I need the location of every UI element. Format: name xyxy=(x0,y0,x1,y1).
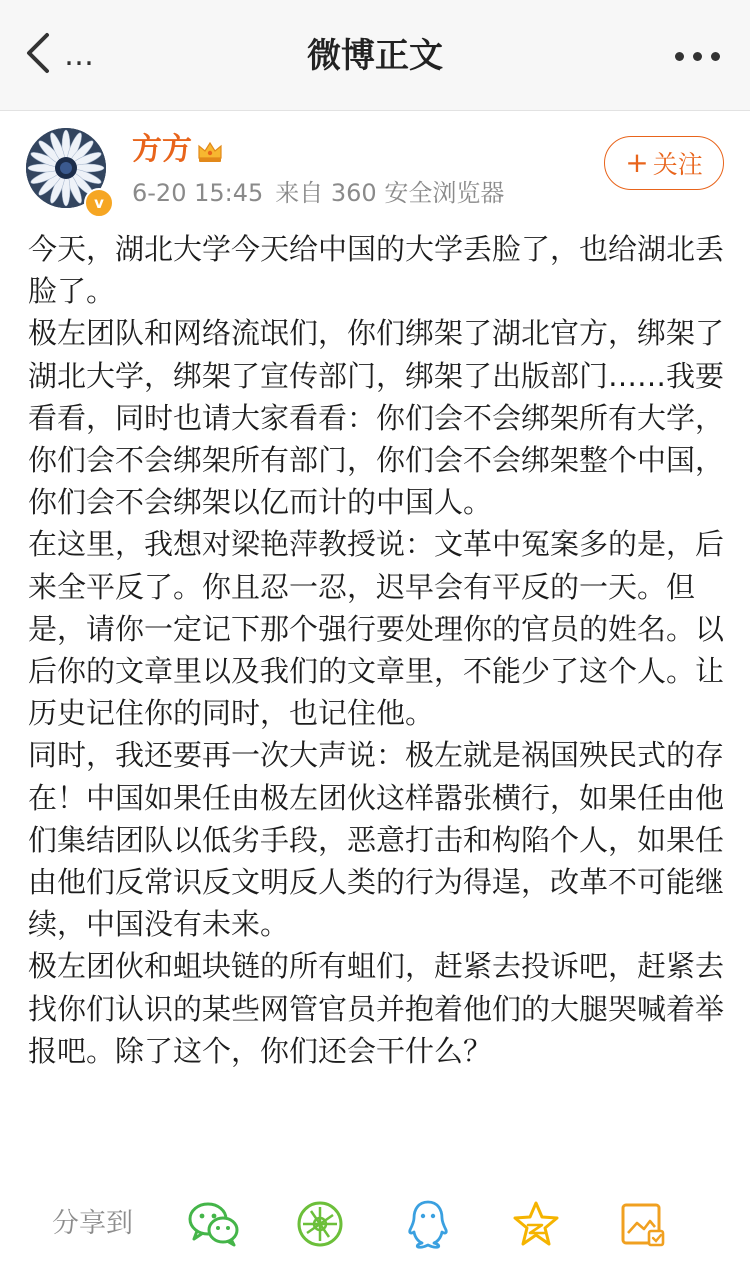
share-qq-button[interactable] xyxy=(400,1196,456,1252)
share-bar xyxy=(0,1188,750,1268)
plus-icon: + xyxy=(625,146,649,179)
post-paragraph: 在这里，我想对梁艳萍教授说：文革中冤案多的是，后来全平反了。你且忍一忍，迟早会有平反的一天。但是，请你一定记下那个强行要处理你的官员的姓名。以后你的文章里以及我们的文章里，不能少了这个人。让历史记住你的同时，也记住他。 xyxy=(28,527,725,731)
verified-v-icon: v xyxy=(84,188,114,218)
crown-membership-icon xyxy=(196,138,224,166)
share-label: 分享到 xyxy=(52,1208,133,1239)
post-timestamp: 6-20 15:45 xyxy=(132,179,264,207)
post-source: 来自 360 安全浏览器 xyxy=(275,179,505,207)
share-moments-button[interactable] xyxy=(292,1196,348,1252)
moments-icon xyxy=(295,1199,345,1249)
back-button[interactable] xyxy=(14,28,62,78)
post-paragraph: 极左团伙和蛆块链的所有蛆们，赶紧去投诉吧，赶紧去找你们认识的某些网管官员并抱着他们的大腿哭喊着举报吧。除了这个，你们还会干什么？ xyxy=(28,949,725,1068)
author-name[interactable]: 方方 xyxy=(132,132,192,167)
share-wechat-button[interactable] xyxy=(186,1196,242,1252)
post-header xyxy=(0,118,750,218)
more-left-button[interactable]: … xyxy=(64,38,95,73)
chevron-left-icon xyxy=(23,31,53,75)
post-body xyxy=(28,228,728,1072)
post-paragraph: 同时，我还要再一次大声说：极左就是祸国殃民式的存在！中国如果任由极左团伙这样嚣张横行，如果任由他们集结团队以低劣手段，恶意打击和构陷个人，如果任由他们反常识反文明反人类的行为得逞，改革不可能继续，中国没有未来。 xyxy=(28,738,725,942)
follow-button[interactable] xyxy=(604,136,724,190)
share-screenshot-button[interactable] xyxy=(614,1196,670,1252)
post-meta xyxy=(132,176,504,210)
top-navigation-bar xyxy=(0,0,750,111)
share-qzone-button[interactable] xyxy=(508,1196,564,1252)
more-dots-icon xyxy=(711,52,720,61)
page-title: 微博正文 xyxy=(307,36,443,76)
image-share-icon xyxy=(617,1199,667,1249)
post-paragraph: 今天，湖北大学今天给中国的大学丢脸了，也给湖北丢脸了。 xyxy=(28,232,725,309)
follow-label: 关注 xyxy=(652,150,703,179)
qq-icon xyxy=(406,1198,450,1250)
more-dots-icon xyxy=(693,52,702,61)
more-dots-icon xyxy=(675,52,684,61)
post-paragraph: 极左团队和网络流氓们，你们绑架了湖北官方，绑架了湖北大学，绑架了宣传部门，绑架了出版部门……我要看看，同时也请大家看看：你们会不会绑架所有大学，你们会不会绑架所有部门，你们会不会绑架整个中国，你们会不会绑架以亿而计的中国人。 xyxy=(28,316,725,520)
qzone-star-icon xyxy=(511,1199,561,1249)
wechat-icon xyxy=(187,1199,241,1249)
more-options-button[interactable] xyxy=(662,36,732,76)
